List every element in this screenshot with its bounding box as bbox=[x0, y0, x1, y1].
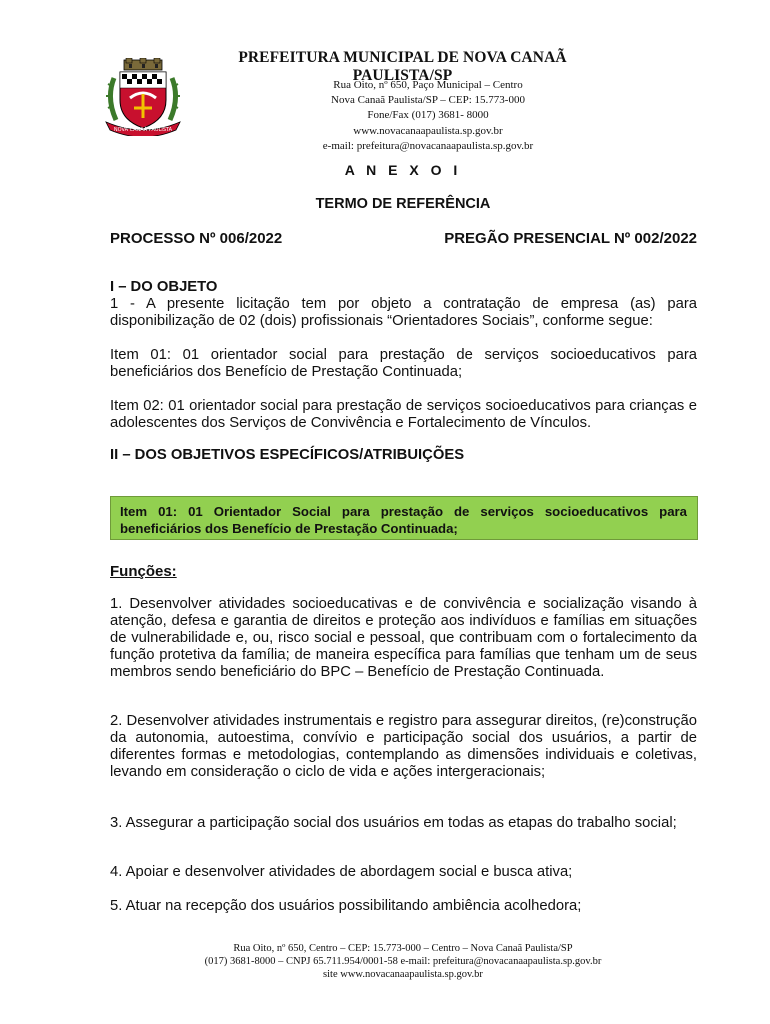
section-2-heading: II – DOS OBJETIVOS ESPECÍFICOS/ATRIBUIÇÕES bbox=[110, 447, 465, 463]
contact-block bbox=[318, 78, 538, 154]
footer-line-2: (017) 3681-8000 – CNPJ 65.711.954/0001-58 e-mail: prefeitura@novacanaapaulista.sp.gov.br bbox=[204, 956, 602, 967]
footer-line-1: Rua Oito, nº 650, Centro – CEP: 15.773-000 – Centro – Nova Canaã Paulista/SP bbox=[233, 943, 573, 954]
municipality-title: PREFEITURA MUNICIPAL DE NOVA CANAÃ PAULISTA/SP bbox=[238, 49, 567, 84]
process-number: PROCESSO Nº 006/2022 bbox=[110, 230, 283, 247]
function-2: 2. Desenvolver atividades instrumentais e registro para assegurar direitos, (re)construção da autonomia, autoestima, convívio e participação social dos usuários, a partir de diferentes formas e metodologias, contemplando as dimensões individuais e coletivas, levando em consideração o ciclo de vida e ações intergeracionais; bbox=[110, 713, 697, 780]
pregao-number: PREGÃO PRESENCIAL Nº 002/2022 bbox=[444, 230, 697, 247]
section-1-heading: I – DO OBJETO bbox=[110, 279, 218, 295]
function-5: 5. Atuar na recepção dos usuários possibilitando ambiência acolhedora; bbox=[110, 898, 582, 914]
document-subtitle: TERMO DE REFERÊNCIA bbox=[315, 196, 491, 212]
website: www.novacanaapaulista.sp.gov.br bbox=[353, 124, 503, 137]
function-4: 4. Apoiar e desenvolver atividades de abordagem social e busca ativa; bbox=[110, 864, 573, 880]
address-line-1: Rua Oito, nº 650, Paço Municipal – Centro bbox=[333, 79, 523, 91]
address-line-2: Nova Canaã Paulista/SP – CEP: 15.773-000 bbox=[331, 94, 525, 107]
annex-title: A N E X O I bbox=[344, 162, 462, 178]
page-footer bbox=[0, 942, 770, 981]
municipal-coat-of-arms-icon bbox=[104, 58, 182, 136]
phone-fax: Fone/Fax (017) 3681- 8000 bbox=[367, 109, 489, 122]
function-3: 3. Assegurar a participação social dos usuários em todas as etapas do trabalho social; bbox=[110, 815, 677, 831]
highlight-item-text: Item 01: 01 Orientador Social para prestação de serviços socioeducativos para beneficiários dos Benefício de Prestação Continuada; bbox=[120, 504, 687, 536]
item-2-paragraph: Item 02: 01 orientador social para prestação de serviços socioeducativos para crianças e adolescentes dos Serviços de Convivência e Fortalecimento de Vínculos. bbox=[110, 398, 697, 431]
function-1: 1. Desenvolver atividades socioeducativas e de convivência e socialização visando à atenção, defesa e garantia de direitos e proteção aos indivíduos e famílias em situações de vulnerabilidade e, ou, risco social e pessoal, que contribuam com o fortalecimento da função protetiva da família; de maneira específica para famílias que tenham um de seus membros sendo beneficiário do BPC – Benefício de Prestação Continuada. bbox=[110, 596, 697, 680]
email: e-mail: prefeitura@novacanaapaulista.sp.gov.br bbox=[322, 139, 534, 152]
footer-line-3: site www.novacanaapaulista.sp.gov.br bbox=[323, 969, 483, 980]
section-1-paragraph: 1 - A presente licitação tem por objeto a contratação de empresa (as) para disponibilização de 02 (dois) profissionais “Orientadores Sociais”, conforme segue: bbox=[110, 296, 697, 329]
svg-text:NOVA CANAÃ PAULISTA: NOVA CANAÃ PAULISTA bbox=[113, 127, 173, 133]
funcoes-label: Funções: bbox=[110, 563, 177, 580]
item-1-paragraph: Item 01: 01 orientador social para prestação de serviços socioeducativos para beneficiários dos Benefício de Prestação Continuada; bbox=[110, 347, 697, 380]
